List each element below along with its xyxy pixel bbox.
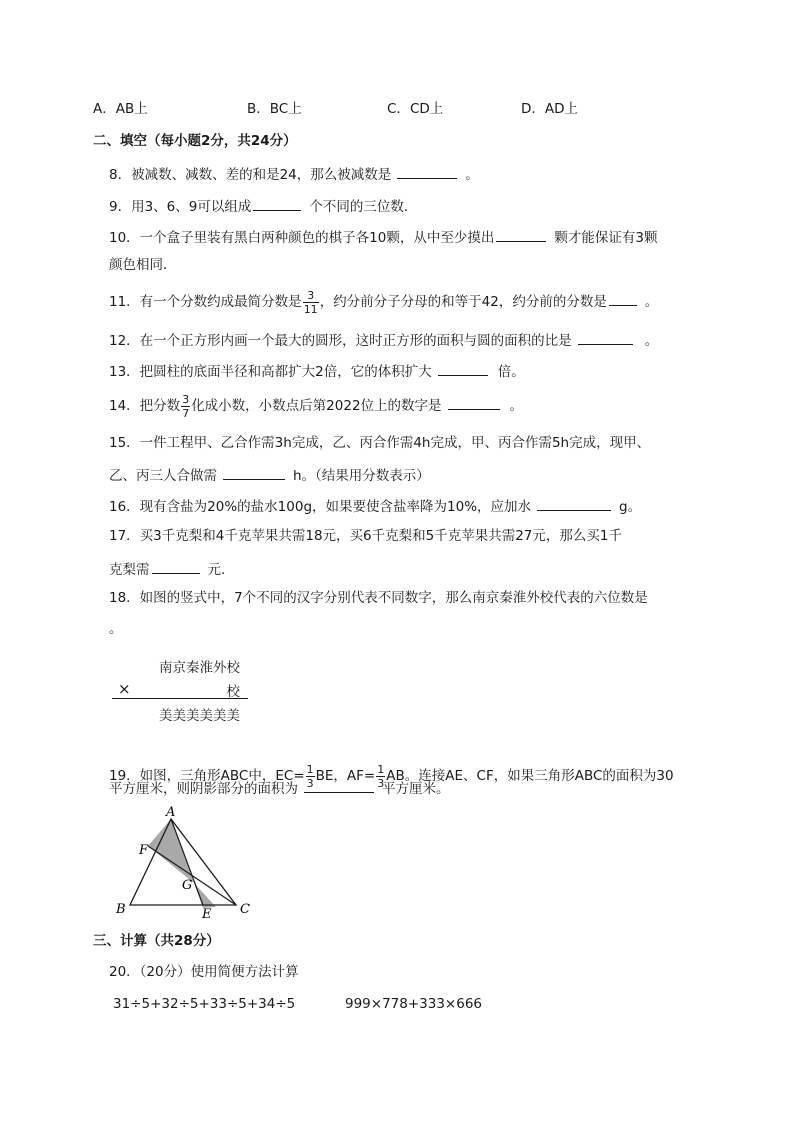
label-a: A [166, 805, 176, 820]
expression-1: 31÷5+32÷5+33÷5+34÷5 [113, 996, 296, 1012]
answer-blank[interactable] [253, 198, 301, 211]
question-15: 15．一件工程甲、乙合作需3h完成，乙、丙合作需4h完成，甲、丙合作需5h完成，现甲、 [109, 435, 651, 451]
question-10: 10．一个盒子里装有黑白两种颜色的棋子各10颗，从中至少摸出 颗才能保证有3颗 [109, 230, 658, 246]
question-19: 19．如图，三角形ABC中，EC= $\frac{1}{3}$ BE，AF= $\frac{1}{3}$ AB。连接AE、CF，如果三角形ABC的面积为30 [109, 762, 674, 790]
vertical-multiplication [112, 652, 248, 722]
multiplier: 校 [226, 684, 240, 700]
fraction-3-7: $\frac{3}{7}$ [182, 392, 190, 420]
shaded-triangle-gec [194, 883, 216, 908]
answer-blank[interactable] [152, 561, 200, 574]
multiply-sign: × [118, 680, 131, 698]
question-14: 14．把分数 $\frac{3}{7}$ 化成小数，小数点后第2022位上的数字是 。 [109, 392, 524, 420]
answer-blank[interactable] [448, 397, 500, 410]
question-9: 9．用3、6、9可以组成 个不同的三位数． [109, 199, 418, 215]
expression-2: 999×778+333×666 [345, 996, 483, 1012]
answer-blank[interactable] [537, 498, 611, 511]
answer-blank[interactable] [438, 363, 488, 376]
multiplicand: 南京秦淮外校 [159, 660, 240, 676]
question-10-line-2: 颜色相同． [109, 257, 177, 273]
triangle-figure [110, 805, 260, 920]
answer-blank[interactable] [496, 229, 546, 242]
question-12: 12．在一个正方形内画一个最大的圆形，这时正方形的面积与圆的面积的比是 。 [109, 333, 659, 349]
question-17-line-2: 克梨需 元． [109, 562, 235, 578]
result-line [112, 698, 248, 699]
answer-blank[interactable] [223, 467, 285, 480]
section-2-title: 二、填空（每小题2分，共24分） [93, 133, 297, 149]
label-b: B [116, 902, 126, 917]
product: 美美美美美美 [159, 708, 240, 724]
segment-fc [148, 846, 236, 905]
option-a: A．AB上 [93, 101, 148, 117]
fraction-1-3: $\frac{1}{3}$ [377, 762, 385, 790]
answer-blank[interactable] [397, 166, 457, 179]
question-20: 20．（20分）使用简便方法计算 [109, 964, 299, 980]
question-8: 8．被减数、减数、差的和是24，那么被减数是 。 [109, 167, 479, 183]
answer-blank[interactable] [578, 332, 633, 345]
question-13: 13．把圆柱的底面半径和高都扩大2倍，它的体积扩大 倍。 [109, 364, 525, 380]
label-e: E [202, 907, 212, 920]
label-c: C [240, 902, 250, 917]
question-18: 18．如图的竖式中，7个不同的汉字分别代表不同数字，那么南京秦淮外校代表的六位数是 [109, 590, 648, 606]
section-3-title: 三、计算（共28分） [93, 933, 220, 949]
question-11: 11．有一个分数约成最简分数是 $\frac{3}{11}$ ，约分前分子分母的和等于42，约分前的分数是 。 [109, 288, 659, 316]
option-d: D．AD上 [521, 101, 579, 117]
question-17: 17．买3千克梨和4千克苹果共需18元，买6千克梨和5千克苹果共需27元，那么买1千 [109, 528, 622, 544]
label-f: F [139, 843, 149, 858]
question-18-line-2: 。 [109, 621, 123, 637]
fraction-3-11: $\frac{3}{11}$ [303, 288, 318, 316]
question-15-line-2: 乙、丙三人合做需 h。（结果用分数表示） [109, 468, 430, 484]
answer-blank[interactable] [609, 293, 637, 306]
question-19-line-2: 平方厘米，则阴影部分的面积为 平方厘米。 [109, 781, 450, 797]
answer-blank[interactable] [304, 780, 374, 793]
label-g: G [182, 878, 193, 893]
fraction-1-3: $\frac{1}{3}$ [306, 762, 314, 790]
option-c: C．CD上 [387, 101, 444, 117]
question-16: 16．现有含盐为20%的盐水100g，如果要使含盐率降为10%，应加水 g。 [109, 499, 642, 515]
option-b: B．BC上 [247, 101, 302, 117]
